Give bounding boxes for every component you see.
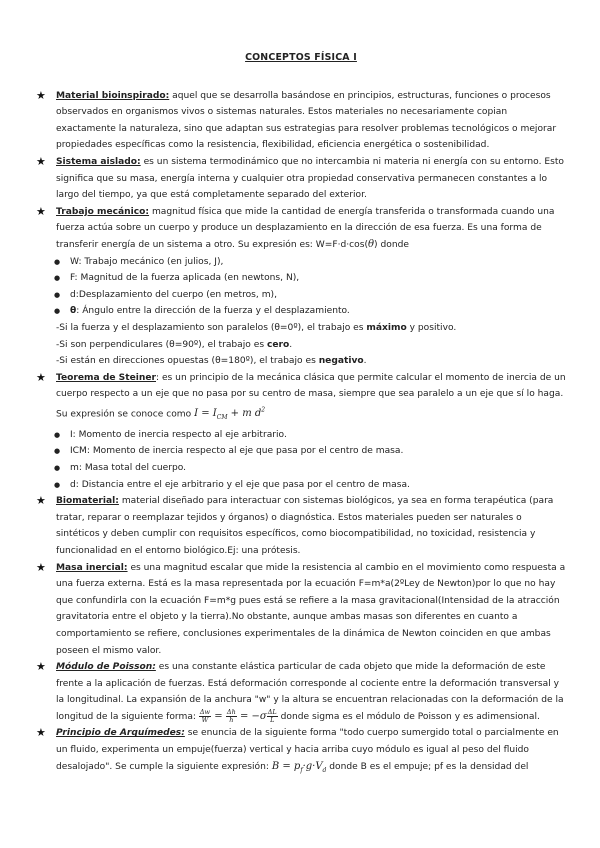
list-item: ● d:Desplazamiento del cuerpo (en metros, m), bbox=[36, 287, 566, 304]
concept-teorema-steiner bbox=[36, 370, 566, 427]
fraction-dh-h bbox=[226, 709, 237, 724]
list-item bbox=[36, 303, 566, 320]
formula-part: ·g·V bbox=[302, 760, 323, 772]
formula-part: B = p bbox=[271, 760, 301, 772]
list-item: ● m: Masa total del cuerpo. bbox=[36, 460, 566, 477]
concept-text: es una constante elástica particular de cada objeto que mide la deformación de este frente a la aplicación de fuerzas. Está deformación corresponde al cociente entre la deformación transversal y la longitudinal. La expansión de la anchura "w" y la altura se encuentran relacionadas con la deformación de la longitud de la siguiente forma: bbox=[56, 662, 564, 722]
concept-text-end: donde sigma es el módulo de Poisson y es adimensional. bbox=[277, 711, 540, 722]
theta-symbol: θ bbox=[368, 238, 375, 250]
concept-term: Trabajo mecánico: bbox=[56, 206, 150, 217]
concept-term: Material bioinspirado: bbox=[56, 90, 170, 101]
fraction-denominator: W bbox=[201, 715, 209, 724]
list-item: ● d: Distancia entre el eje arbitrario y el eje que pasa por el centro de masa. bbox=[36, 477, 566, 494]
concept-text: : es un principio de la mecánica clásica que permite calcular el momento de inercia de un cuerpo respecto a un eje que no pasa por su centro de masa, siempre que sea paralelo a un eje que sí lo haga. Su expresión se conoce como bbox=[56, 372, 566, 420]
trabajo-variables-list bbox=[36, 254, 566, 320]
concept-text: magnitud física que mide la cantidad de energía transferida o transformada cuando una fuerza actúa sobre un cuerpo y produce un desplazamiento en la dirección de esa fuerza. Es una forma de transferir energía de un sistema a otro. Su expresión es: W=F·d·cos( bbox=[56, 206, 555, 250]
concept-text: es una magnitud escalar que mide la resistencia al cambio en el movimiento como respuesta a una fuerza externa. Está es la masa representada por la ecuación F=m*a(2ºLey de Newton)por lo que no hay que confundirla con la ecuación F=m*g pues está se refiere a la masa gravitacional(Intensidad de la atracción gravitatoria entre el objeto y la tierra).No obstante, aunque ambas masas son diferentes en cuanto a comportamiento se refiere, conclusiones experimentales de la dinámica de Newton coinciden en que ambas poseen el mismo valor. bbox=[56, 562, 566, 656]
steiner-formula bbox=[194, 406, 266, 422]
star-icon: ★ bbox=[36, 726, 46, 740]
concept-text-end: ) donde bbox=[374, 239, 409, 250]
list-item: ● F: Magnitud de la fuerza aplicada (en newtons, N), bbox=[36, 270, 566, 287]
theta-bold: θ bbox=[70, 306, 77, 317]
concept-term: Sistema aislado: bbox=[56, 156, 141, 167]
fraction-numerator: Δh bbox=[226, 707, 236, 716]
formula-sub: f bbox=[300, 766, 303, 774]
concept-modulo-poisson bbox=[36, 659, 566, 725]
trabajo-note-1 bbox=[36, 320, 566, 337]
formula-part: + m d bbox=[227, 408, 262, 420]
arquimedes-formula bbox=[272, 761, 327, 772]
concept-term: Módulo de Poisson: bbox=[56, 662, 156, 673]
concept-text: material diseñado para interactuar con sistemas biológicos, ya sea en forma terapéutica (para tratar, reparar o reemplazar tejidos y órganos) o diagnóstica. Estos materiales pueden ser naturales o sintéticos y deben cumplir con requisitos específicos, como biocompatibilidad, no toxicidad, resistencia y funcionalidad en el entorno biológico.Ej: una prótesis. bbox=[56, 496, 554, 556]
list-item: ● ICM: Momento de inercia respecto al eje que pasa por el centro de masa. bbox=[36, 443, 566, 460]
steiner-variables-list bbox=[36, 427, 566, 493]
note-bold: máximo bbox=[366, 322, 407, 333]
trabajo-note-2 bbox=[36, 337, 566, 354]
concept-text: es un sistema termodinámico que no intercambia ni materia ni energía con su entorno. Esto significa que su masa, energía interna y cualquier otra propiedad conservativa permanecen constantes a lo largo del tiempo, ya que está completamente separado del exterior. bbox=[56, 156, 564, 201]
fraction-numerator: ΔL bbox=[267, 707, 277, 716]
fraction-dl-l bbox=[267, 709, 278, 724]
star-icon: ★ bbox=[36, 204, 46, 218]
note-text: -Si están en direcciones opuestas (θ=180º), el trabajo es bbox=[56, 356, 319, 367]
equals-sign: = bbox=[211, 710, 226, 722]
star-icon: ★ bbox=[36, 560, 46, 574]
concept-text: se enuncia de la siguiente forma "todo cuerpo sumergido total o parcialmente en un fluido, experimenta un empuje(fuerza) vertical y hacia arriba cuyo módulo es igual al peso del fluido desalojado". Se cumple la siguiente expresión: bbox=[56, 728, 559, 772]
note-text: -Si la fuerza y el desplazamiento son paralelos (θ=0º), el trabajo es bbox=[56, 322, 367, 333]
note-bold: cero bbox=[266, 339, 290, 350]
star-icon: ★ bbox=[36, 370, 46, 384]
note-bold: negativo bbox=[318, 356, 364, 367]
concept-term: Masa inercial: bbox=[56, 562, 128, 573]
note-text: -Si son perpendiculares (θ=90º), el trabajo es bbox=[56, 339, 267, 350]
note-text: y positivo. bbox=[406, 322, 457, 333]
list-item-text: : Ángulo entre la dirección de la fuerza y el desplazamiento. bbox=[76, 306, 350, 317]
equals-sigma: = −σ bbox=[236, 710, 267, 722]
concept-principio-arquimedes bbox=[36, 725, 566, 779]
star-icon: ★ bbox=[36, 154, 46, 168]
fraction-dw-w bbox=[199, 709, 211, 724]
concept-term: Teorema de Steiner bbox=[56, 372, 156, 383]
formula-sub: CM bbox=[216, 414, 228, 422]
fraction-denominator: L bbox=[270, 715, 275, 724]
formula-part: I = I bbox=[194, 408, 217, 420]
concept-text-end: donde B es el empuje; pf es la densidad del bbox=[326, 761, 529, 772]
star-icon: ★ bbox=[36, 88, 46, 102]
list-item: ● I: Momento de inercia respecto al eje arbitrario. bbox=[36, 427, 566, 444]
list-item: ● W: Trabajo mecánico (en julios, J), bbox=[36, 254, 566, 271]
star-icon: ★ bbox=[36, 660, 46, 674]
concept-term: Principio de Arquímedes: bbox=[56, 728, 185, 739]
concept-masa-inercial bbox=[36, 560, 566, 660]
formula-sub: d bbox=[322, 766, 327, 774]
fraction-numerator: Δw bbox=[199, 707, 211, 716]
concept-trabajo-mecanico bbox=[36, 204, 566, 254]
note-text: . bbox=[363, 356, 367, 367]
concept-term: Biomaterial: bbox=[56, 496, 119, 507]
concept-text: aquel que se desarrolla basándose en principios, estructuras, funciones o procesos observados en organismos vivos o sistemas naturales. Estos materiales no necesariamente copian exactamente la naturaleza, sino que adaptan sus estrategias para resolver problemas tecnológicos o mejorar propiedades específicas como la resistencia, flexibilidad, eficiencia energética o sostenibilidad. bbox=[56, 90, 557, 151]
document-page bbox=[36, 50, 566, 779]
trabajo-note-3 bbox=[36, 353, 566, 370]
concept-sistema-aislado bbox=[36, 154, 566, 204]
page-title: CONCEPTOS FÍSICA I bbox=[245, 52, 357, 63]
star-icon: ★ bbox=[36, 494, 46, 508]
fraction-denominator: h bbox=[229, 715, 234, 724]
concept-material-bioinspirado bbox=[36, 88, 566, 154]
formula-sup: 2 bbox=[261, 406, 266, 414]
note-text: . bbox=[289, 339, 293, 350]
concept-biomaterial bbox=[36, 493, 566, 559]
